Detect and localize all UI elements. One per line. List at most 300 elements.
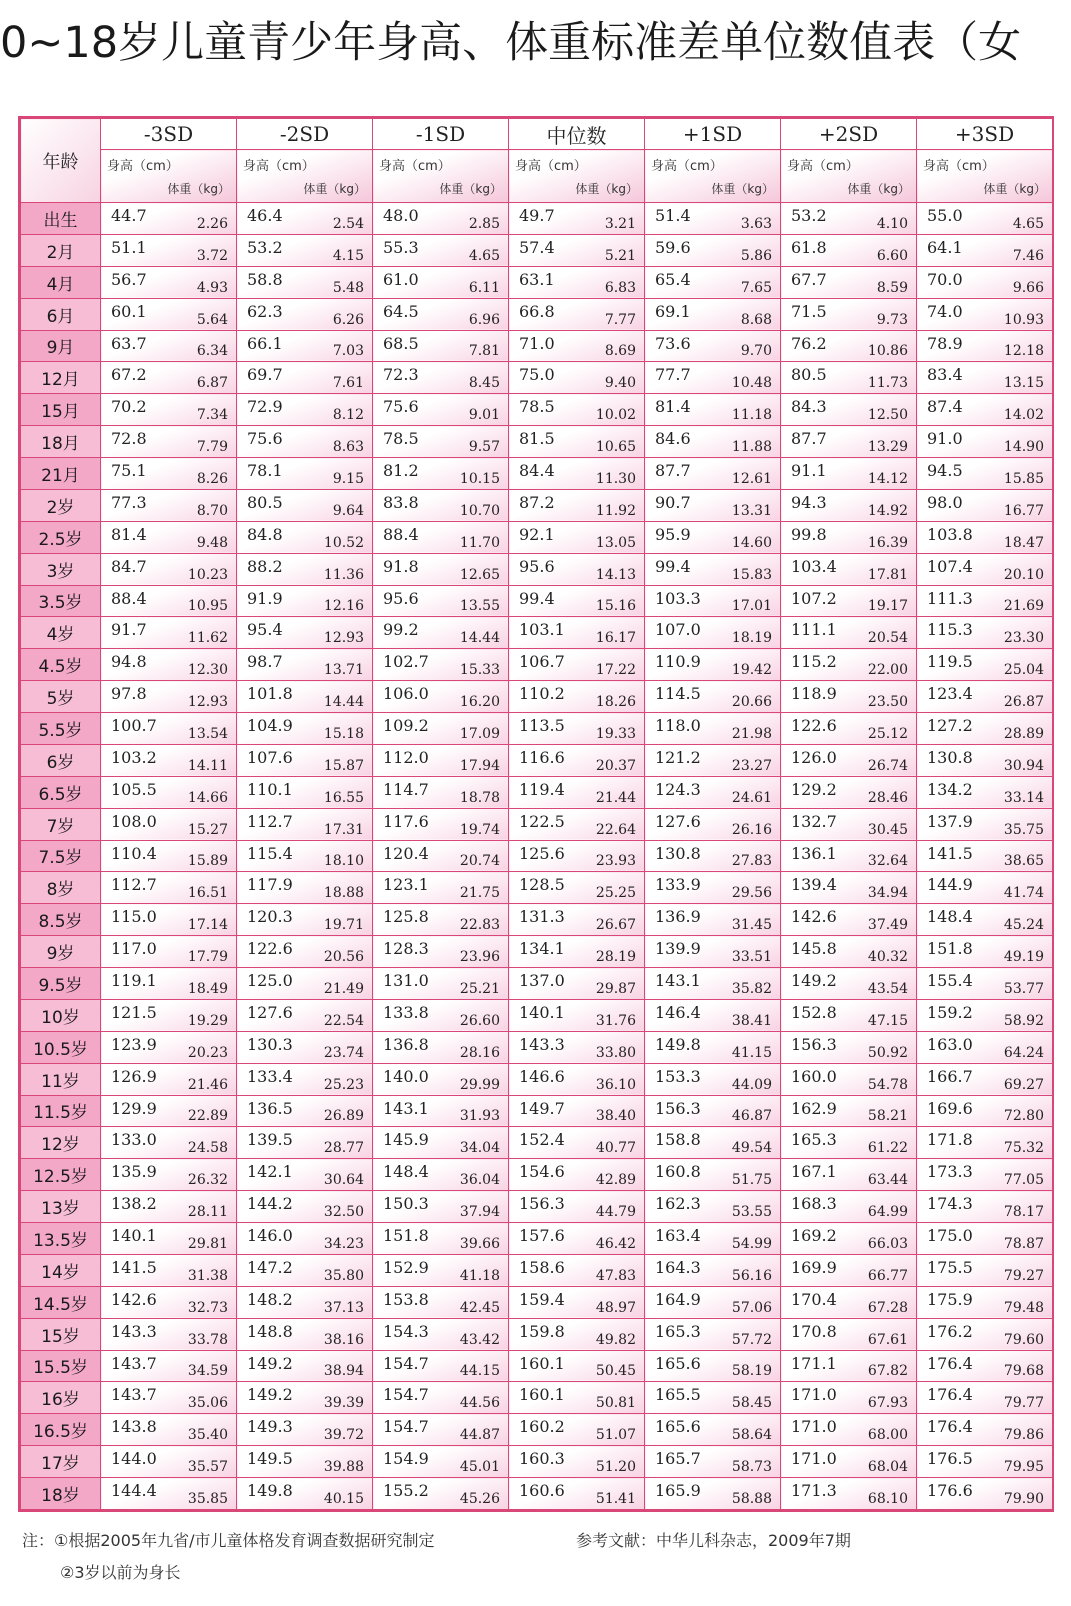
height-value: 71.0: [519, 333, 555, 353]
weight-value: 26.74: [867, 757, 908, 774]
height-value: 107.0: [655, 620, 701, 640]
height-value: 149.3: [247, 1417, 293, 1437]
height-value: 87.2: [519, 492, 555, 512]
weight-value: 28.16: [459, 1044, 500, 1061]
weight-value: 72.80: [1003, 1108, 1044, 1125]
weight-value: 20.54: [867, 630, 908, 647]
height-value: 154.7: [383, 1385, 429, 1405]
weight-value: 12.16: [323, 598, 364, 615]
value-cell: [917, 1159, 1053, 1191]
page-title: 0~18岁儿童青少年身高、体重标准差单位数值表（女: [0, 18, 1022, 68]
height-value: 64.5: [383, 301, 419, 321]
value-cell: [509, 394, 645, 426]
value-cell: [237, 394, 373, 426]
value-cell: [101, 1063, 237, 1095]
value-cell: [373, 1350, 509, 1382]
height-value: 139.4: [791, 875, 837, 895]
height-value: 99.4: [655, 556, 691, 576]
height-value: 110.2: [519, 684, 565, 704]
table-row: [21, 426, 1053, 458]
age-column-header: 年龄: [21, 119, 101, 203]
height-value: 142.1: [247, 1162, 293, 1182]
value-cell: [237, 1095, 373, 1127]
weight-value: 9.48: [196, 534, 228, 551]
weight-value: 67.93: [867, 1395, 908, 1412]
value-cell: [373, 1031, 509, 1063]
weight-value: 12.61: [731, 470, 772, 487]
weight-value: 39.72: [323, 1427, 364, 1444]
weight-value: 57.72: [731, 1331, 772, 1348]
height-value: 164.3: [655, 1257, 701, 1277]
value-cell: [509, 458, 645, 490]
height-value: 129.9: [111, 1098, 157, 1118]
weight-value: 22.54: [323, 1012, 364, 1029]
height-value: 106.7: [519, 652, 565, 672]
weight-value: 42.89: [595, 1172, 636, 1189]
weight-value: 4.15: [332, 247, 364, 264]
height-value: 123.4: [927, 684, 973, 704]
height-value: 95.6: [519, 556, 555, 576]
weight-value: 21.98: [731, 725, 772, 742]
weight-value: 20.23: [187, 1044, 228, 1061]
value-cell: [373, 1159, 509, 1191]
table-row: [21, 1382, 1053, 1414]
weight-value: 17.22: [595, 662, 636, 679]
value-cell: [917, 330, 1053, 362]
height-value: 154.9: [383, 1449, 429, 1469]
height-value: 143.1: [655, 971, 701, 990]
height-value: 84.8: [247, 524, 283, 544]
value-cell: [101, 298, 237, 330]
value-cell: [101, 713, 237, 745]
weight-value: 3.63: [740, 215, 772, 232]
weight-value: 45.01: [459, 1459, 500, 1475]
value-cell: [917, 1478, 1053, 1510]
weight-value: 53.77: [1003, 980, 1044, 997]
value-cell: [781, 1254, 917, 1286]
height-value: 87.7: [791, 429, 827, 449]
height-value: 94.8: [111, 652, 147, 672]
height-value: 158.8: [655, 1130, 701, 1150]
value-cell: [781, 840, 917, 872]
age-cell: 12岁: [21, 1127, 101, 1159]
value-cell: [917, 203, 1053, 235]
value-cell: [645, 968, 781, 1000]
value-cell: [645, 1286, 781, 1318]
weight-unit-label: 体重（kg）: [983, 182, 1046, 196]
weight-value: 20.56: [323, 949, 364, 965]
age-cell: 2岁: [21, 489, 101, 521]
height-value: 112.7: [247, 811, 293, 831]
value-cell: [373, 234, 509, 266]
weight-value: 44.09: [731, 1076, 772, 1093]
age-cell: 11岁: [21, 1063, 101, 1095]
age-cell: 8岁: [21, 872, 101, 904]
value-cell: [917, 458, 1053, 490]
value-cell: [645, 776, 781, 808]
weight-value: 3.21: [604, 215, 636, 232]
weight-value: 79.27: [1003, 1267, 1044, 1284]
height-value: 131.0: [383, 971, 429, 990]
value-cell: [237, 617, 373, 649]
value-cell: [373, 872, 509, 904]
height-value: 83.8: [383, 492, 419, 512]
weight-value: 10.15: [459, 470, 500, 487]
table-row: [21, 776, 1053, 808]
height-unit-label: 身高（cm）: [787, 159, 859, 174]
height-value: 169.9: [791, 1257, 837, 1277]
value-cell: [509, 585, 645, 617]
value-cell: [101, 1159, 237, 1191]
weight-value: 41.15: [731, 1044, 772, 1061]
weight-value: 18.10: [323, 853, 364, 870]
value-cell: [509, 1063, 645, 1095]
height-value: 62.3: [247, 301, 283, 321]
value-cell: [237, 1127, 373, 1159]
height-value: 126.0: [791, 747, 837, 767]
weight-value: 27.83: [731, 853, 772, 870]
value-cell: [917, 1286, 1053, 1318]
weight-value: 10.02: [595, 407, 636, 424]
height-value: 81.4: [111, 524, 147, 544]
value-cell: [781, 1478, 917, 1510]
height-value: 98.0: [927, 492, 963, 512]
height-value: 68.5: [383, 333, 419, 353]
height-value: 78.1: [247, 461, 283, 480]
value-cell: [917, 266, 1053, 298]
height-value: 91.9: [247, 588, 283, 608]
table-row: [21, 1127, 1053, 1159]
unit-header: [781, 150, 917, 203]
value-cell: [237, 521, 373, 553]
weight-value: 10.48: [731, 375, 772, 392]
weight-value: 35.80: [323, 1267, 364, 1284]
weight-value: 38.16: [323, 1331, 364, 1348]
value-cell: [509, 203, 645, 235]
weight-value: 35.57: [187, 1459, 228, 1475]
height-value: 81.2: [383, 461, 419, 480]
weight-value: 19.29: [187, 1012, 228, 1029]
weight-value: 58.64: [731, 1427, 772, 1444]
height-value: 81.5: [519, 429, 555, 449]
value-cell: [509, 649, 645, 681]
value-cell: [101, 1478, 237, 1510]
height-value: 81.4: [655, 397, 691, 417]
table-row: [21, 999, 1053, 1031]
weight-value: 8.45: [468, 375, 500, 392]
weight-value: 8.26: [196, 470, 228, 487]
weight-value: 33.14: [1003, 789, 1044, 806]
value-cell: [373, 936, 509, 968]
weight-value: 68.04: [867, 1459, 908, 1475]
height-value: 58.8: [247, 269, 283, 289]
height-value: 160.2: [519, 1417, 565, 1437]
weight-value: 11.73: [867, 375, 908, 392]
weight-value: 26.16: [731, 821, 772, 838]
value-cell: [781, 617, 917, 649]
height-value: 139.5: [247, 1130, 293, 1150]
weight-value: 41.74: [1003, 885, 1044, 902]
weight-value: 5.86: [740, 247, 772, 264]
height-value: 88.4: [383, 524, 419, 544]
height-value: 163.4: [655, 1226, 701, 1245]
sd-header: -3SD: [101, 119, 237, 150]
height-value: 164.9: [655, 1289, 701, 1309]
weight-value: 25.04: [1003, 662, 1044, 679]
value-cell: [373, 489, 509, 521]
weight-value: 16.17: [595, 630, 636, 647]
value-cell: [917, 872, 1053, 904]
weight-unit-label: 体重（kg）: [575, 182, 638, 196]
value-cell: [645, 999, 781, 1031]
height-value: 95.4: [247, 620, 283, 640]
note-reference: 参考文献：中华儿科杂志，2009年7期: [576, 1531, 851, 1550]
age-cell: 15月: [21, 394, 101, 426]
height-value: 122.6: [791, 716, 837, 735]
height-value: 134.1: [519, 939, 565, 959]
height-value: 140.1: [111, 1226, 157, 1245]
height-value: 123.9: [111, 1034, 157, 1054]
weight-value: 35.40: [187, 1427, 228, 1444]
weight-value: 14.44: [323, 694, 364, 710]
weight-value: 45.26: [459, 1491, 500, 1507]
age-cell: 6.5岁: [21, 776, 101, 808]
value-cell: [781, 585, 917, 617]
value-cell: [509, 362, 645, 394]
height-unit-label: 身高（cm）: [379, 159, 451, 174]
height-value: 80.5: [247, 492, 283, 512]
value-cell: [373, 904, 509, 936]
weight-unit-label: 体重（kg）: [711, 182, 774, 196]
value-cell: [101, 426, 237, 458]
value-cell: [101, 1414, 237, 1446]
value-cell: [101, 1446, 237, 1478]
weight-value: 15.89: [187, 853, 228, 870]
weight-value: 20.10: [1003, 566, 1044, 583]
value-cell: [237, 585, 373, 617]
weight-value: 29.56: [731, 885, 772, 902]
weight-value: 23.27: [731, 757, 772, 774]
weight-value: 29.87: [595, 980, 636, 997]
weight-value: 16.20: [459, 694, 500, 710]
value-cell: [373, 1318, 509, 1350]
value-cell: [645, 1223, 781, 1255]
height-value: 140.0: [383, 1066, 429, 1086]
height-value: 59.6: [655, 237, 691, 257]
weight-value: 28.77: [323, 1140, 364, 1157]
value-cell: [373, 649, 509, 681]
value-cell: [237, 1478, 373, 1510]
weight-value: 17.09: [459, 725, 500, 742]
height-value: 124.3: [655, 779, 701, 799]
height-value: 143.3: [111, 1321, 157, 1341]
weight-value: 32.73: [187, 1299, 228, 1316]
value-cell: [917, 776, 1053, 808]
value-cell: [373, 713, 509, 745]
weight-value: 20.66: [731, 694, 772, 710]
value-cell: [645, 458, 781, 490]
weight-value: 10.70: [459, 502, 500, 519]
table-row: [21, 1063, 1053, 1095]
value-cell: [917, 1350, 1053, 1382]
height-value: 119.1: [111, 971, 157, 990]
height-value: 148.4: [383, 1162, 429, 1182]
table-row: [21, 330, 1053, 362]
value-cell: [917, 234, 1053, 266]
weight-value: 11.88: [731, 439, 772, 455]
value-cell: [645, 808, 781, 840]
weight-value: 43.54: [867, 980, 908, 997]
height-value: 148.4: [927, 907, 973, 927]
weight-unit-label: 体重（kg）: [439, 182, 502, 196]
weight-value: 9.57: [468, 439, 500, 455]
weight-value: 34.23: [323, 1235, 364, 1252]
value-cell: [373, 553, 509, 585]
value-cell: [373, 298, 509, 330]
height-value: 171.3: [791, 1481, 837, 1500]
weight-value: 16.51: [187, 885, 228, 902]
value-cell: [373, 521, 509, 553]
height-value: 63.7: [111, 333, 147, 353]
weight-value: 13.29: [867, 439, 908, 455]
sd-header: -2SD: [237, 119, 373, 150]
weight-value: 9.64: [332, 502, 364, 519]
value-cell: [237, 968, 373, 1000]
weight-value: 12.93: [323, 630, 364, 647]
height-value: 165.9: [655, 1481, 701, 1500]
value-cell: [781, 203, 917, 235]
weight-value: 13.55: [459, 598, 500, 615]
weight-value: 23.96: [459, 949, 500, 965]
weight-value: 40.32: [867, 949, 908, 965]
value-cell: [237, 203, 373, 235]
age-cell: 10岁: [21, 999, 101, 1031]
weight-value: 15.85: [1003, 470, 1044, 487]
value-cell: [237, 1063, 373, 1095]
weight-value: 8.68: [740, 311, 772, 328]
value-cell: [101, 936, 237, 968]
note-source: 注：①根据2005年九省/市儿童体格发育调查数据研究制定: [22, 1531, 435, 1550]
value-cell: [101, 617, 237, 649]
age-cell: 18月: [21, 426, 101, 458]
height-value: 137.0: [519, 971, 565, 990]
height-value: 168.3: [791, 1194, 837, 1214]
age-cell: 15岁: [21, 1318, 101, 1350]
value-cell: [781, 936, 917, 968]
value-cell: [645, 1031, 781, 1063]
value-cell: [101, 649, 237, 681]
weight-value: 14.90: [1003, 439, 1044, 455]
value-cell: [645, 585, 781, 617]
value-cell: [781, 744, 917, 776]
height-value: 171.0: [791, 1449, 837, 1469]
height-value: 75.1: [111, 461, 147, 480]
age-cell: 7.5岁: [21, 840, 101, 872]
weight-value: 14.66: [187, 789, 228, 806]
weight-value: 50.92: [867, 1044, 908, 1061]
height-value: 103.2: [111, 747, 157, 767]
table-row: [21, 234, 1053, 266]
height-value: 149.2: [791, 971, 837, 990]
value-cell: [509, 1382, 645, 1414]
weight-value: 75.32: [1003, 1140, 1044, 1157]
height-value: 146.4: [655, 1002, 701, 1022]
height-value: 126.9: [111, 1066, 157, 1086]
height-value: 109.2: [383, 716, 429, 735]
height-value: 78.5: [519, 397, 555, 417]
weight-value: 51.41: [595, 1491, 636, 1507]
weight-value: 26.32: [187, 1172, 228, 1189]
height-value: 110.1: [247, 779, 293, 799]
weight-value: 29.81: [187, 1235, 228, 1252]
weight-value: 2.26: [196, 215, 228, 232]
height-value: 84.3: [791, 397, 827, 417]
height-value: 146.6: [519, 1066, 565, 1086]
height-value: 166.7: [927, 1066, 973, 1086]
note-length: ②3岁以前为身长: [60, 1563, 181, 1582]
value-cell: [101, 999, 237, 1031]
height-value: 104.9: [247, 716, 293, 735]
value-cell: [373, 1478, 509, 1510]
height-unit-label: 身高（cm）: [107, 159, 179, 174]
value-cell: [645, 1191, 781, 1223]
weight-value: 24.61: [731, 789, 772, 806]
value-cell: [781, 458, 917, 490]
table-row: [21, 203, 1053, 235]
height-value: 103.8: [927, 524, 973, 544]
weight-value: 10.52: [323, 534, 364, 551]
height-value: 153.3: [655, 1066, 701, 1086]
weight-value: 12.65: [459, 566, 500, 583]
height-value: 67.2: [111, 365, 147, 385]
height-value: 77.3: [111, 492, 147, 512]
weight-value: 6.60: [876, 247, 908, 264]
weight-value: 79.60: [1003, 1331, 1044, 1348]
height-value: 83.4: [927, 365, 963, 385]
weight-value: 48.97: [595, 1299, 636, 1316]
height-value: 135.9: [111, 1162, 157, 1182]
age-cell: 6岁: [21, 744, 101, 776]
age-cell: 14岁: [21, 1254, 101, 1286]
weight-value: 66.03: [867, 1235, 908, 1252]
height-unit-label: 身高（cm）: [243, 159, 315, 174]
height-value: 69.1: [655, 301, 691, 321]
weight-value: 21.75: [459, 885, 500, 902]
value-cell: [781, 1223, 917, 1255]
height-value: 60.1: [111, 301, 147, 321]
value-cell: [509, 840, 645, 872]
value-cell: [645, 1478, 781, 1510]
value-cell: [237, 1382, 373, 1414]
weight-value: 10.86: [867, 343, 908, 360]
height-value: 115.4: [247, 843, 293, 863]
value-cell: [509, 999, 645, 1031]
weight-value: 20.74: [459, 853, 500, 870]
value-cell: [373, 426, 509, 458]
value-cell: [645, 744, 781, 776]
weight-value: 7.34: [196, 407, 228, 424]
value-cell: [101, 1031, 237, 1063]
weight-value: 31.38: [187, 1267, 228, 1284]
weight-value: 4.93: [196, 279, 228, 296]
height-value: 144.0: [111, 1449, 157, 1469]
weight-value: 19.71: [323, 917, 364, 934]
weight-value: 18.49: [187, 980, 228, 997]
table-row: [21, 1350, 1053, 1382]
table-row: [21, 872, 1053, 904]
height-value: 114.5: [655, 684, 701, 704]
weight-value: 14.13: [595, 566, 636, 583]
